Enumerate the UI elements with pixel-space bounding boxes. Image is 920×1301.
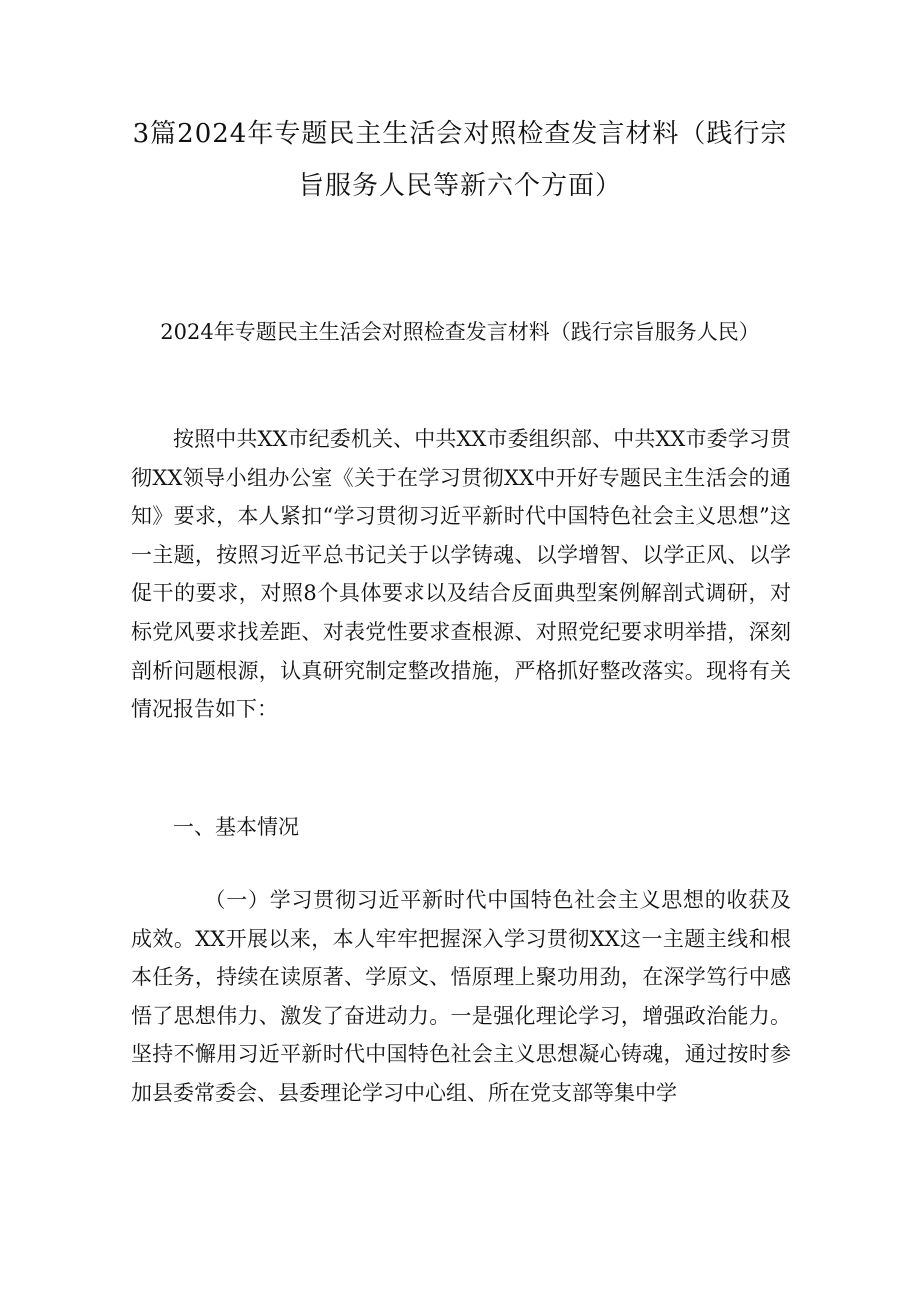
- section-heading: 一、基本情况: [173, 815, 299, 839]
- document-title: 3篇2024年专题民主生活会对照检查发言材料（践行宗旨服务人民等新六个方面）: [132, 119, 788, 201]
- section-paragraph: （一）学习贯彻习近平新时代中国特色社会主义思想的收获及成效。XX开展以来，本人牢牢把握深入学习贯彻XX这一主题主线和根本任务，持续在读原著、学原文、悟原理上聚功用劲，在深学笃行中感悟了思想伟力、激发了奋进动力。一是强化理论学习，增强政治能力。坚持不懈用习近平新时代中国特色社会主义思想凝心铸魂，通过按时参加县委常委会、县委理论学习中心组、所在党支部等集中学: [131, 888, 791, 1105]
- document-subtitle: 2024年专题民主生活会对照检查发言材料（践行宗旨服务人民）: [160, 320, 760, 344]
- intro-paragraph: 按照中共XX市纪委机关、中共XX市委组织部、中共XX市委学习贯彻XX领导小组办公室《关于在学习贯彻XX中开好专题民主生活会的通知》要求，本人紧扣“学习贯彻习近平新时代中国特色社会主义思想”这一主题，按照习近平总书记关于以学铸魂、以学增智、以学正风、以学促干的要求，对照8个具体要求以及结合反面典型案例解剖式调研，对标党风要求找差距、对表党性要求查根源、对照党纪要求明举措，深刻剖析问题根源，认真研究制定整改措施，严格抓好整改落实。现将有关情况报告如下：: [131, 427, 791, 722]
